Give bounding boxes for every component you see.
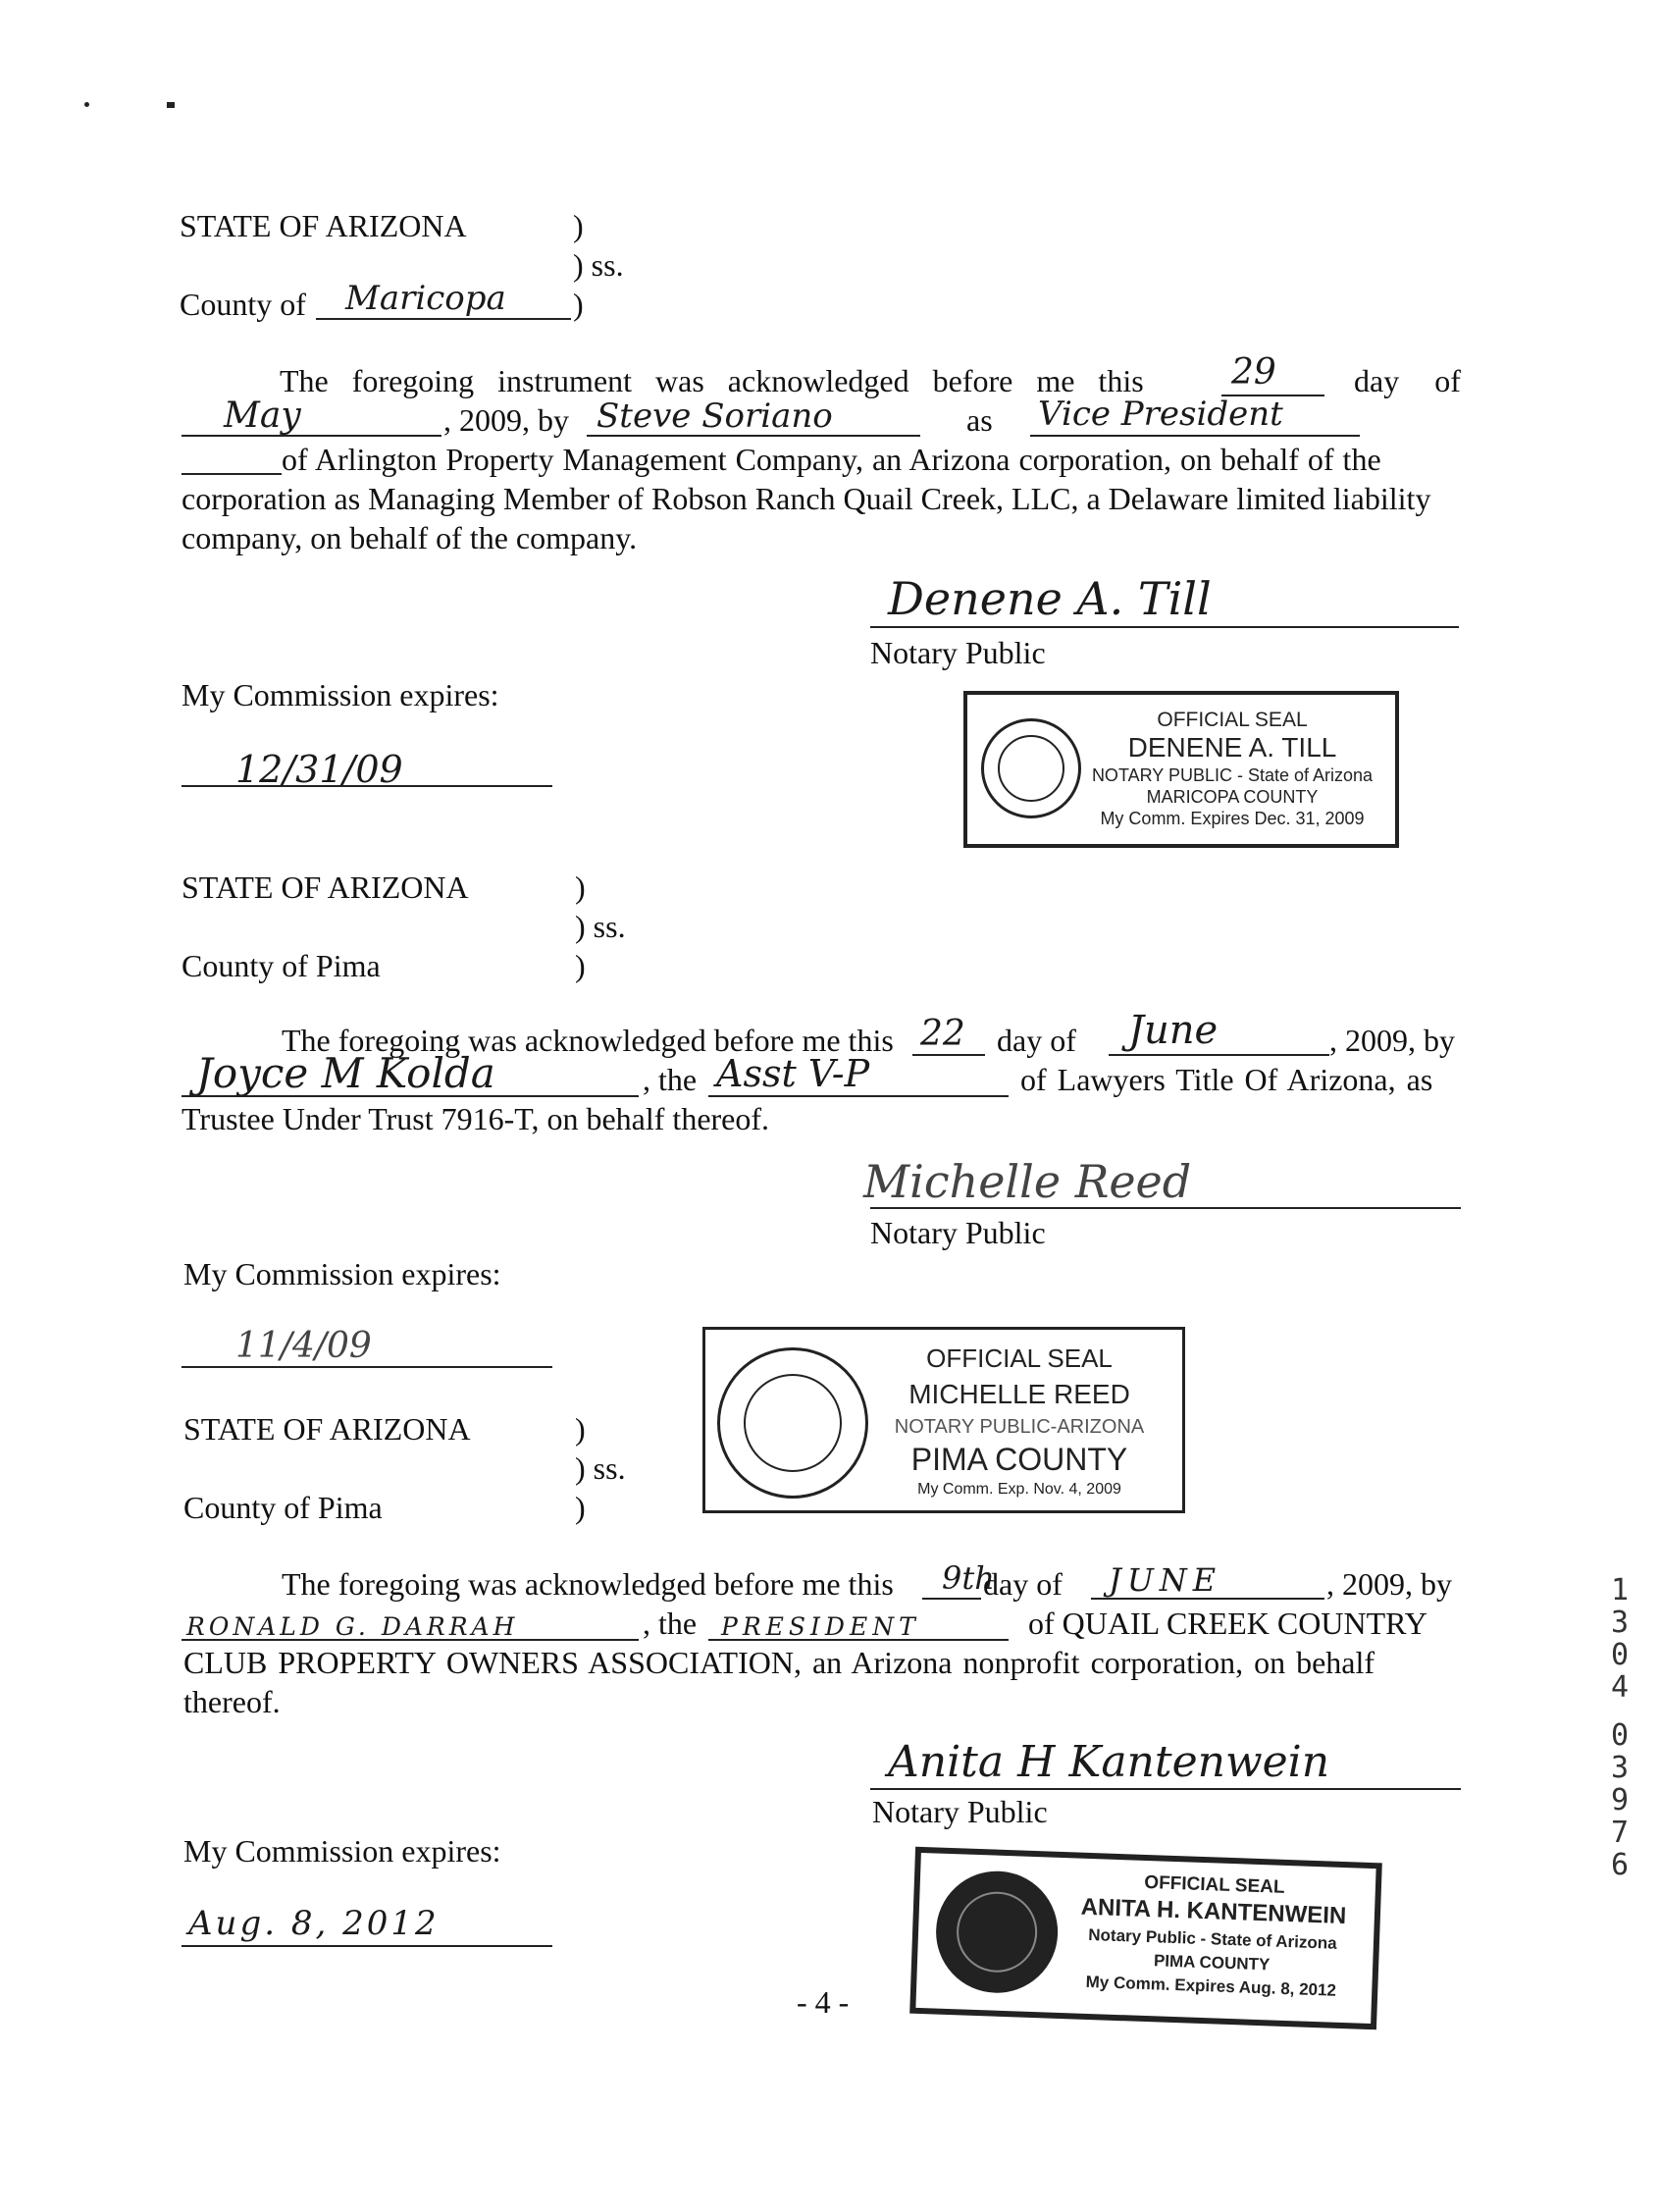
notary-signature: Denene A. Till — [888, 572, 1212, 625]
name-underline — [182, 1095, 639, 1097]
scan-speck — [84, 102, 89, 107]
acknowledger-name: Joyce M Kolda — [196, 1049, 495, 1097]
day-of-label: day of — [1354, 363, 1461, 398]
notary-seal — [702, 1327, 1185, 1513]
notary-seal — [909, 1847, 1382, 2030]
commission-underline — [182, 785, 552, 787]
name-underline — [587, 435, 920, 437]
notary-signature: Michelle Reed — [863, 1155, 1192, 1208]
recording-digit: 3 — [1610, 1751, 1630, 1785]
notary-public-label: Notary Public — [872, 1794, 1048, 1829]
seal-line1: OFFICIAL SEAL — [926, 1343, 1113, 1373]
commission-underline — [182, 1945, 552, 1947]
state-seal-emblem — [934, 1870, 1060, 1995]
ack-line5: company, on behalf of the company. — [182, 520, 638, 555]
seal-line5: My Comm. Exp. Nov. 4, 2009 — [917, 1481, 1121, 1498]
title-underline — [708, 1095, 1009, 1097]
recording-digit: 0 — [1610, 1638, 1630, 1672]
acknowledger-name: Steve Soriano — [597, 396, 833, 436]
recording-number — [1605, 1574, 1634, 1881]
acknowledger-name: RONALD G. DARRAH — [186, 1612, 519, 1641]
year-by-label: , 2009, by — [443, 402, 569, 438]
seal-line3: NOTARY PUBLIC-ARIZONA — [894, 1416, 1145, 1438]
ack-line3: Trustee Under Trust 7916-T, on behalf thereof. — [182, 1101, 770, 1136]
notary-signature: Anita H Kantenwein — [888, 1737, 1330, 1787]
day-of-label: day of — [983, 1566, 1063, 1602]
county-label: County of Pima — [182, 948, 381, 983]
blank-underline — [182, 473, 282, 475]
ack-intro: The foregoing instrument was acknowledged before me this — [280, 363, 1144, 398]
paren: ) — [575, 869, 586, 905]
ss-label: ) ss. — [575, 909, 626, 944]
seal-line2: MICHELLE REED — [908, 1379, 1130, 1409]
recording-digit: 9 — [1610, 1783, 1630, 1817]
day-of-label: day of — [997, 1023, 1076, 1058]
recording-digit: 4 — [1610, 1670, 1630, 1705]
signature-line — [870, 1207, 1461, 1209]
state-heading: STATE OF ARIZONA — [182, 869, 469, 905]
state-heading: STATE OF ARIZONA — [183, 1411, 471, 1447]
recording-digit: 6 — [1610, 1848, 1630, 1882]
ack-intro: The foregoing was acknowledged before me this — [282, 1566, 894, 1602]
ss-label: ) ss. — [573, 247, 624, 283]
day-value: 22 — [920, 1014, 965, 1054]
county-value: Maricopa — [345, 279, 506, 318]
seal-line5: My Comm. Expires Dec. 31, 2009 — [1100, 809, 1365, 828]
state-heading: STATE OF ARIZONA — [180, 208, 467, 243]
seal-line4: PIMA COUNTY — [910, 1442, 1128, 1477]
day-underline — [912, 1054, 985, 1056]
county-label: County of — [180, 287, 306, 322]
month-underline — [1109, 1054, 1329, 1056]
seal-line3: Notary Public - State of Arizona — [1088, 1924, 1337, 1953]
year-by-label: , 2009, by — [1329, 1023, 1455, 1058]
paren: ) — [573, 208, 584, 243]
commission-label: My Commission expires: — [183, 1256, 501, 1291]
ack-line4: corporation as Managing Member of Robson Ranch Quail Creek, LLC, a Delaware limited liability — [182, 481, 1431, 516]
ack-intro: The foregoing was acknowledged before me this — [282, 1023, 894, 1058]
ack-line3: of Arlington Property Management Company, an Arizona corporation, on behalf of the — [282, 442, 1381, 477]
title-value: Asst V-P — [716, 1052, 870, 1095]
title-value: Vice President — [1038, 395, 1283, 434]
as-label: as — [966, 402, 993, 438]
seal-line4: PIMA COUNTY — [1153, 1951, 1271, 1975]
commission-label: My Commission expires: — [182, 677, 499, 712]
title-underline — [1030, 435, 1360, 437]
paren: ) — [575, 1490, 586, 1525]
the-label: , the — [643, 1062, 698, 1097]
recording-digit: 0 — [1610, 1718, 1630, 1753]
commission-value: 12/31/09 — [235, 748, 403, 791]
state-seal-emblem — [981, 718, 1081, 818]
scan-speck — [167, 102, 175, 108]
page-number: - 4 - — [797, 1984, 850, 2020]
month-value: May — [224, 395, 301, 436]
commission-label: My Commission expires: — [183, 1833, 501, 1869]
ss-label: ) ss. — [575, 1450, 626, 1486]
ack-line3: CLUB PROPERTY OWNERS ASSOCIATION, an Arizona nonprofit corporation, on behalf — [183, 1645, 1375, 1680]
signature-line — [870, 1788, 1461, 1790]
signature-line — [870, 626, 1459, 628]
seal-line3: NOTARY PUBLIC - State of Arizona — [1091, 765, 1374, 785]
day-value: 9th — [942, 1559, 995, 1597]
the-label: , the — [643, 1606, 698, 1641]
seal-line1: OFFICIAL SEAL — [1157, 709, 1308, 731]
title-underline — [708, 1639, 1009, 1641]
paren: ) — [573, 287, 584, 322]
notary-seal — [963, 691, 1399, 848]
paren: ) — [575, 1411, 586, 1447]
company-label: of QUAIL CREEK COUNTRY — [1028, 1606, 1427, 1641]
title-value: PRESIDENT — [721, 1612, 920, 1641]
notary-public-label: Notary Public — [870, 1215, 1046, 1250]
commission-underline — [182, 1366, 552, 1368]
state-seal-emblem — [717, 1347, 868, 1499]
month-underline — [182, 435, 441, 437]
recording-digit: 1 — [1610, 1573, 1630, 1607]
recording-digit: 3 — [1610, 1606, 1630, 1640]
month-underline — [1091, 1598, 1324, 1600]
commission-value: 11/4/09 — [235, 1326, 372, 1366]
county-underline — [316, 318, 571, 320]
day-value: 29 — [1231, 352, 1276, 393]
day-underline — [922, 1598, 981, 1600]
seal-line4: MARICOPA COUNTY — [1146, 787, 1319, 807]
seal-line5: My Comm. Expires Aug. 8, 2012 — [1085, 1972, 1337, 2000]
county-label: County of Pima — [183, 1490, 383, 1525]
month-value: JUNE — [1109, 1561, 1222, 1599]
recording-digit: 7 — [1610, 1816, 1630, 1850]
seal-line2: ANITA H. KANTENWEIN — [1080, 1893, 1347, 1930]
paren: ) — [575, 948, 586, 983]
notary-public-label: Notary Public — [870, 635, 1046, 670]
ack-line4: thereof. — [183, 1684, 281, 1719]
commission-value: Aug. 8, 2012 — [188, 1904, 440, 1943]
company-label: of Lawyers Title Of Arizona, as — [1020, 1062, 1433, 1097]
name-underline — [182, 1639, 639, 1641]
seal-line2: DENENE A. TILL — [1127, 732, 1337, 763]
month-value: June — [1128, 1008, 1219, 1053]
seal-line1: OFFICIAL SEAL — [1143, 1871, 1285, 1898]
year-by-label: , 2009, by — [1326, 1566, 1452, 1602]
